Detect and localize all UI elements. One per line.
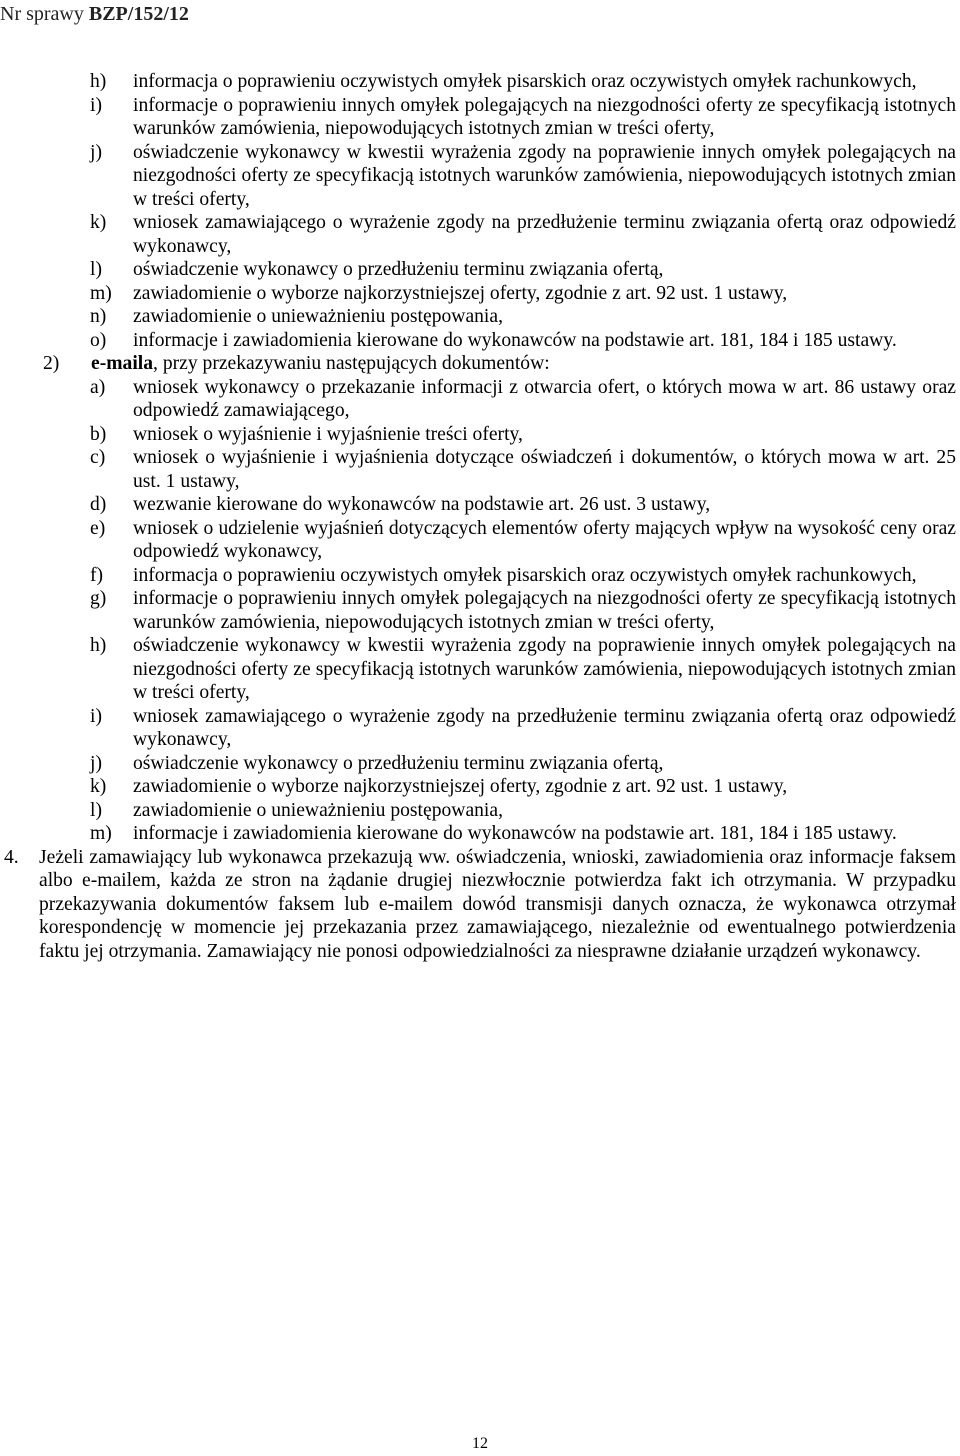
list-item-text: wniosek zamawiającego o wyrażenie zgody na przedłużenie terminu związania ofertą oraz odpowiedź wykonawcy,	[133, 212, 956, 257]
list-item	[0, 211, 960, 258]
list-item-label: m)	[90, 823, 112, 844]
section-2-label: 2)	[43, 353, 60, 374]
list-item	[0, 752, 960, 776]
list-item-text: oświadczenie wykonawcy w kwestii wyrażenia zgody na poprawienie innych omyłek polegających na niezgodności oferty ze specyfikacją istotnych warunków zamówienia, niepowodujących istotnych zmian w treści oferty,	[133, 141, 956, 210]
section-4-label: 4.	[4, 846, 19, 868]
list-item-text: oświadczenie wykonawcy o przedłużeniu terminu związania ofertą,	[133, 752, 664, 774]
list-item	[0, 70, 960, 94]
list-item-text: zawiadomienie o wyborze najkorzystniejszej oferty, zgodnie z art. 92 ust. 1 ustawy,	[133, 776, 788, 797]
list-item-text: informacja o poprawieniu oczywistych omyłek pisarskich oraz oczywistych omyłek rachunkowych,	[133, 71, 917, 92]
list-item-label: f)	[90, 564, 104, 586]
list-item-label: d)	[90, 494, 107, 515]
list-item	[0, 564, 960, 588]
list-item-label: j)	[90, 752, 102, 774]
list-item-text: wezwanie kierowane do wykonawców na podstawie art. 26 ust. 3 ustawy,	[133, 494, 711, 515]
list-item	[0, 705, 960, 752]
list-item-label: c)	[90, 447, 106, 468]
list-item-text: oświadczenie wykonawcy o przedłużeniu terminu związania ofertą,	[133, 259, 664, 280]
list-item	[0, 423, 960, 447]
section-4-text: Jeżeli zamawiający lub wykonawca przekazują ww. oświadczenia, wnioski, zawiadomienia oraz informacje faksem albo e-mailem, każda ze stron na żądanie drugiej niezwłocznie potwierdza fakt ich otrzymania. W przypadku przekazywania dokumentów faksem lub e-mailem dowód transmisji danych oznacza, że wykonawca otrzymał korespondencję w momencie jej przekazania przez zamawiającego, niezależnie od ewentualnego potwierdzenia faktu jej otrzymania. Zamawiający nie ponosi odpowiedzialności za niesprawne działanie urządzeń wykonawcy.	[39, 846, 956, 962]
list-item	[0, 493, 960, 517]
list-item	[0, 376, 960, 423]
list-item-label: o)	[90, 329, 107, 351]
list-item-label: m)	[90, 282, 112, 304]
list-item-label: a)	[90, 376, 106, 398]
list-item-label: e)	[90, 517, 106, 539]
list-item-label: b)	[90, 423, 107, 445]
list-item	[0, 822, 960, 846]
list-item	[0, 329, 960, 353]
list-item	[0, 282, 960, 306]
list-item-text: zawiadomienie o unieważnieniu postępowania,	[133, 799, 503, 821]
list-item-text: informacja o poprawieniu oczywistych omyłek pisarskich oraz oczywistych omyłek rachunkowych,	[133, 564, 917, 586]
list-item	[0, 446, 960, 493]
list-item-text: zawiadomienie o wyborze najkorzystniejszej oferty, zgodnie z art. 92 ust. 1 ustawy,	[133, 282, 788, 304]
list-item-text: zawiadomienie o unieważnieniu postępowania,	[133, 306, 503, 327]
list-item	[0, 141, 960, 212]
list-item	[0, 634, 960, 705]
list-item-label: i)	[90, 94, 102, 116]
list-item-label: k)	[90, 212, 107, 233]
list-item	[0, 799, 960, 823]
document-body	[0, 70, 960, 963]
case-number-header	[0, 0, 189, 28]
list-item	[0, 305, 960, 329]
list-item-text: wniosek o udzielenie wyjaśnień dotyczących elementów oferty mających wpływ na wysokość ceny oraz odpowiedź wykonawcy,	[133, 517, 956, 562]
list-item-label: g)	[90, 588, 107, 609]
list-item-label: j)	[90, 141, 102, 163]
list-item	[0, 517, 960, 564]
list-item-text: wniosek o wyjaśnienie i wyjaśnienia dotyczące oświadczeń i dokumentów, o których mowa w art. 25 ust. 1 ustawy,	[133, 447, 956, 492]
list-item-text: informacje o poprawieniu innych omyłek polegających na niezgodności oferty ze specyfikacją istotnych warunków zamówienia, niepowodujących istotnych zmian w treści oferty,	[133, 588, 956, 633]
list-item-label: h)	[90, 71, 107, 92]
fax-document-list-continued	[0, 70, 960, 352]
list-item	[0, 258, 960, 282]
list-item-label: n)	[90, 306, 107, 327]
list-item	[0, 587, 960, 634]
list-item-text: informacje i zawiadomienia kierowane do wykonawców na podstawie art. 181, 184 i 185 ustawy.	[133, 329, 897, 351]
section-4-paragraph	[0, 846, 960, 964]
list-item-label: l)	[90, 799, 102, 821]
list-item-label: i)	[90, 705, 102, 727]
list-item-label: h)	[90, 635, 107, 656]
section-2-bold: e-maila	[91, 353, 154, 374]
email-document-list	[0, 376, 960, 846]
list-item-label: k)	[90, 776, 107, 797]
case-number-value: BZP/152/12	[88, 3, 189, 25]
section-2-heading	[0, 352, 960, 376]
list-item-text: oświadczenie wykonawcy w kwestii wyrażenia zgody na poprawienie innych omyłek polegających na niezgodności oferty ze specyfikacją istotnych warunków zamówienia, niepowodujących istotnych zmian w treści oferty,	[133, 635, 956, 703]
case-number-prefix: Nr sprawy	[0, 3, 89, 25]
page-number: 12	[472, 1435, 488, 1452]
list-item	[0, 775, 960, 799]
list-item-text: informacje o poprawieniu innych omyłek polegających na niezgodności oferty ze specyfikacją istotnych warunków zamówienia, niepowodujących istotnych zmian w treści oferty,	[133, 94, 956, 139]
section-2-text: , przy przekazywaniu następujących dokumentów:	[153, 353, 550, 374]
list-item-text: wniosek zamawiającego o wyrażenie zgody na przedłużenie terminu związania ofertą oraz odpowiedź wykonawcy,	[133, 705, 956, 750]
list-item-text: wniosek wykonawcy o przekazanie informacji z otwarcia ofert, o których mowa w art. 86 ustawy oraz odpowiedź zamawiającego,	[133, 376, 956, 421]
list-item-text: informacje i zawiadomienia kierowane do wykonawców na podstawie art. 181, 184 i 185 ustawy.	[133, 823, 897, 844]
list-item	[0, 94, 960, 141]
list-item-label: l)	[90, 259, 102, 280]
list-item-text: wniosek o wyjaśnienie i wyjaśnienie treści oferty,	[133, 423, 523, 445]
